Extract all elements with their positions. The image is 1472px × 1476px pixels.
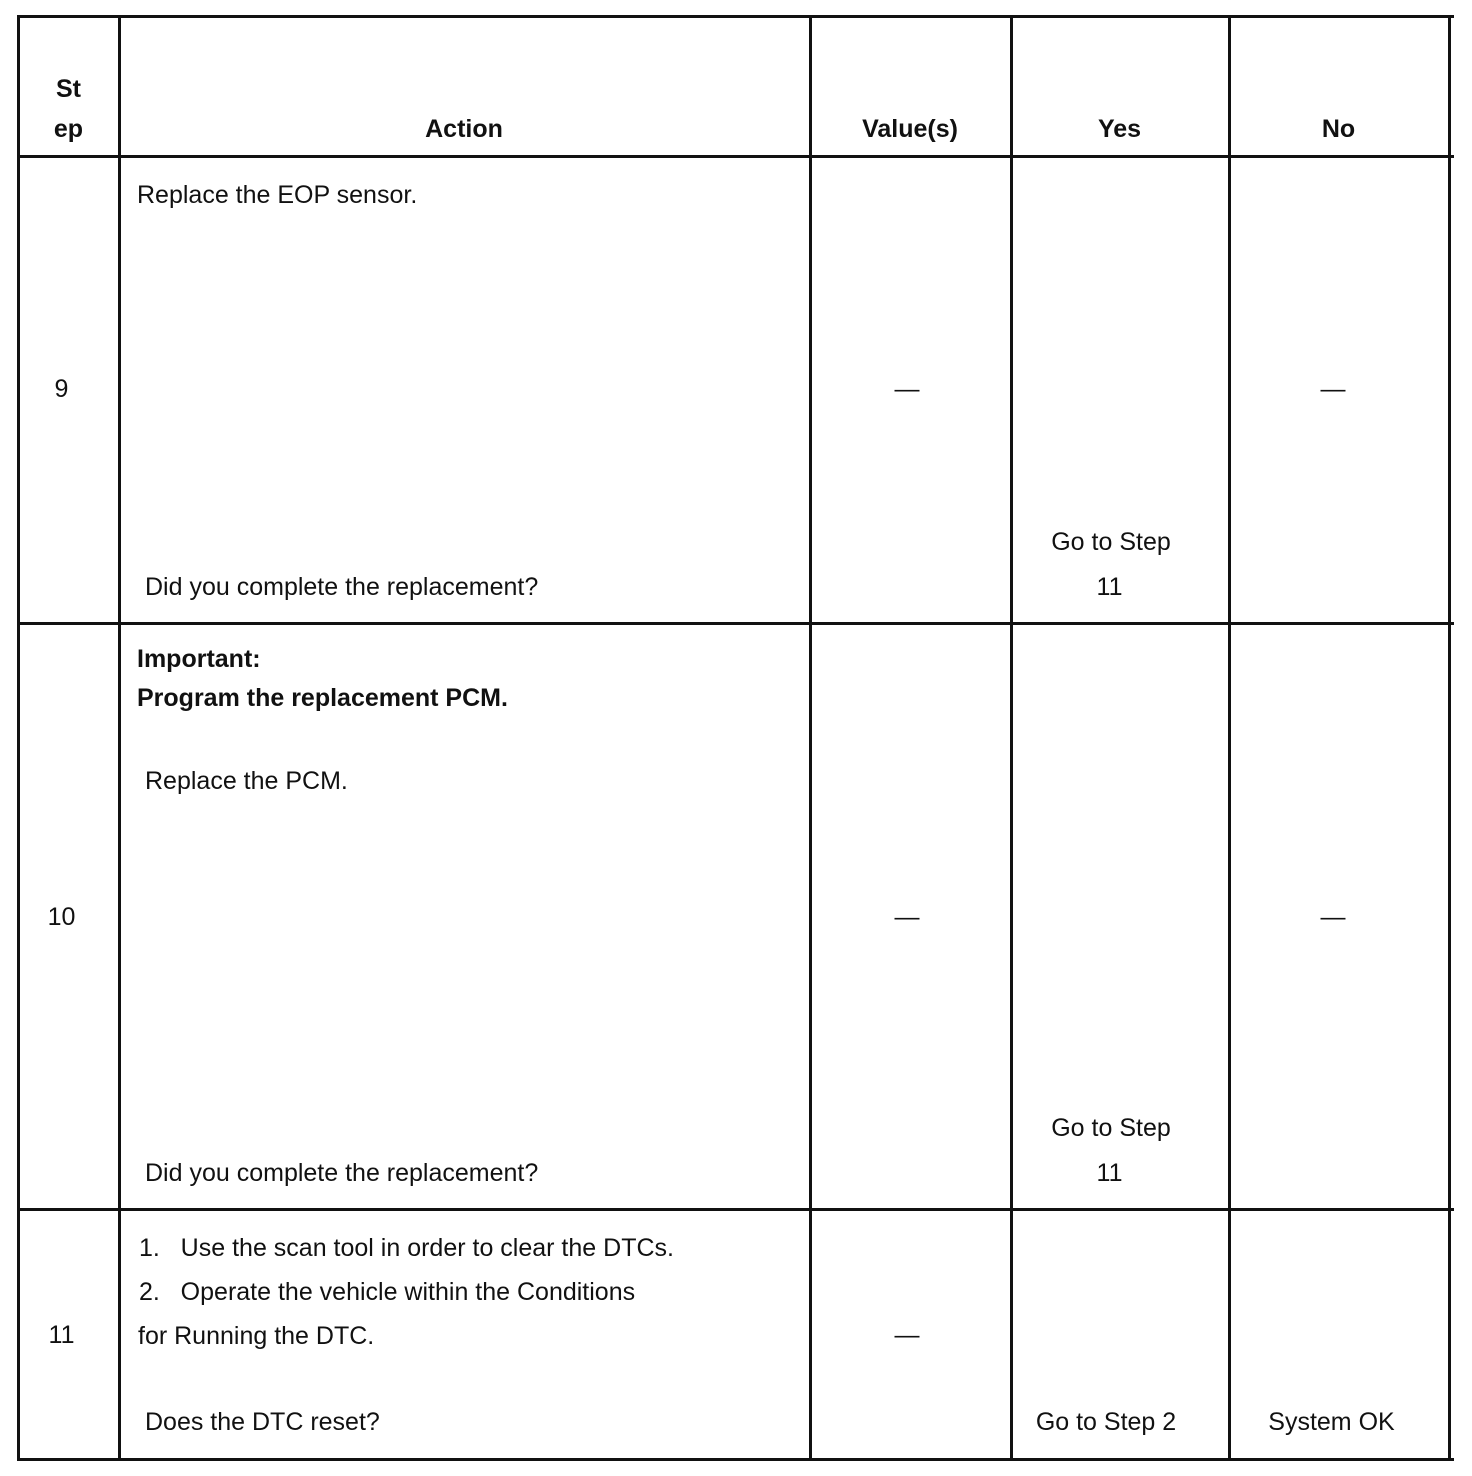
action-column-divider [809, 15, 812, 1461]
row-11-list-item-1: 1. Use the scan tool in order to clear the DTCs. [139, 1234, 674, 1262]
row-9-divider [17, 622, 1454, 625]
row-9-values: — [894, 375, 920, 403]
table-border-top [17, 15, 1454, 18]
table-border-left [17, 15, 20, 1461]
row-10-step: 10 [47, 903, 76, 931]
row-11-action-question: Does the DTC reset? [145, 1408, 380, 1436]
row-10-yes-line2: 11 [1096, 1159, 1123, 1187]
row-10-values: — [894, 903, 920, 931]
row-9-action-intro: Replace the EOP sensor. [137, 181, 418, 209]
table-border-right [1448, 15, 1451, 1461]
header-yes: Yes [1097, 115, 1142, 143]
row-11-no: System OK [1268, 1408, 1395, 1436]
row-11-list-continuation: for Running the DTC. [138, 1322, 375, 1350]
row-11-list-item-2: 2. Operate the vehicle within the Conditions [139, 1278, 636, 1306]
header-no: No [1321, 115, 1356, 143]
row-11-yes: Go to Step 2 [1035, 1408, 1177, 1436]
row-10-action-intro: Replace the PCM. [145, 767, 348, 795]
table-border-bottom [17, 1458, 1454, 1461]
header-action: Action [425, 115, 503, 143]
row-10-no: — [1320, 903, 1346, 931]
row-10-action-question: Did you complete the replacement? [145, 1159, 539, 1187]
row-10-important-text: Program the replacement PCM. [137, 684, 508, 712]
row-9-action-question: Did you complete the replacement? [145, 573, 539, 601]
row-9-yes-line2: 11 [1096, 573, 1123, 601]
row-10-yes-line1: Go to Step [1051, 1114, 1171, 1142]
header-step-line2: ep [53, 115, 84, 143]
step-column-divider [118, 15, 121, 1461]
row-11-step: 11 [48, 1321, 75, 1349]
row-9-yes-line1: Go to Step [1051, 528, 1171, 556]
header-row-divider [17, 155, 1454, 158]
yes-column-divider [1228, 15, 1231, 1461]
row-10-important-label: Important: [137, 645, 261, 673]
row-9-step: 9 [54, 375, 69, 403]
header-step-line1: St [56, 75, 81, 103]
row-10-divider [17, 1208, 1454, 1211]
values-column-divider [1010, 15, 1013, 1461]
header-values: Value(s) [862, 115, 958, 143]
row-9-no: — [1320, 375, 1346, 403]
row-11-values: — [894, 1321, 920, 1349]
